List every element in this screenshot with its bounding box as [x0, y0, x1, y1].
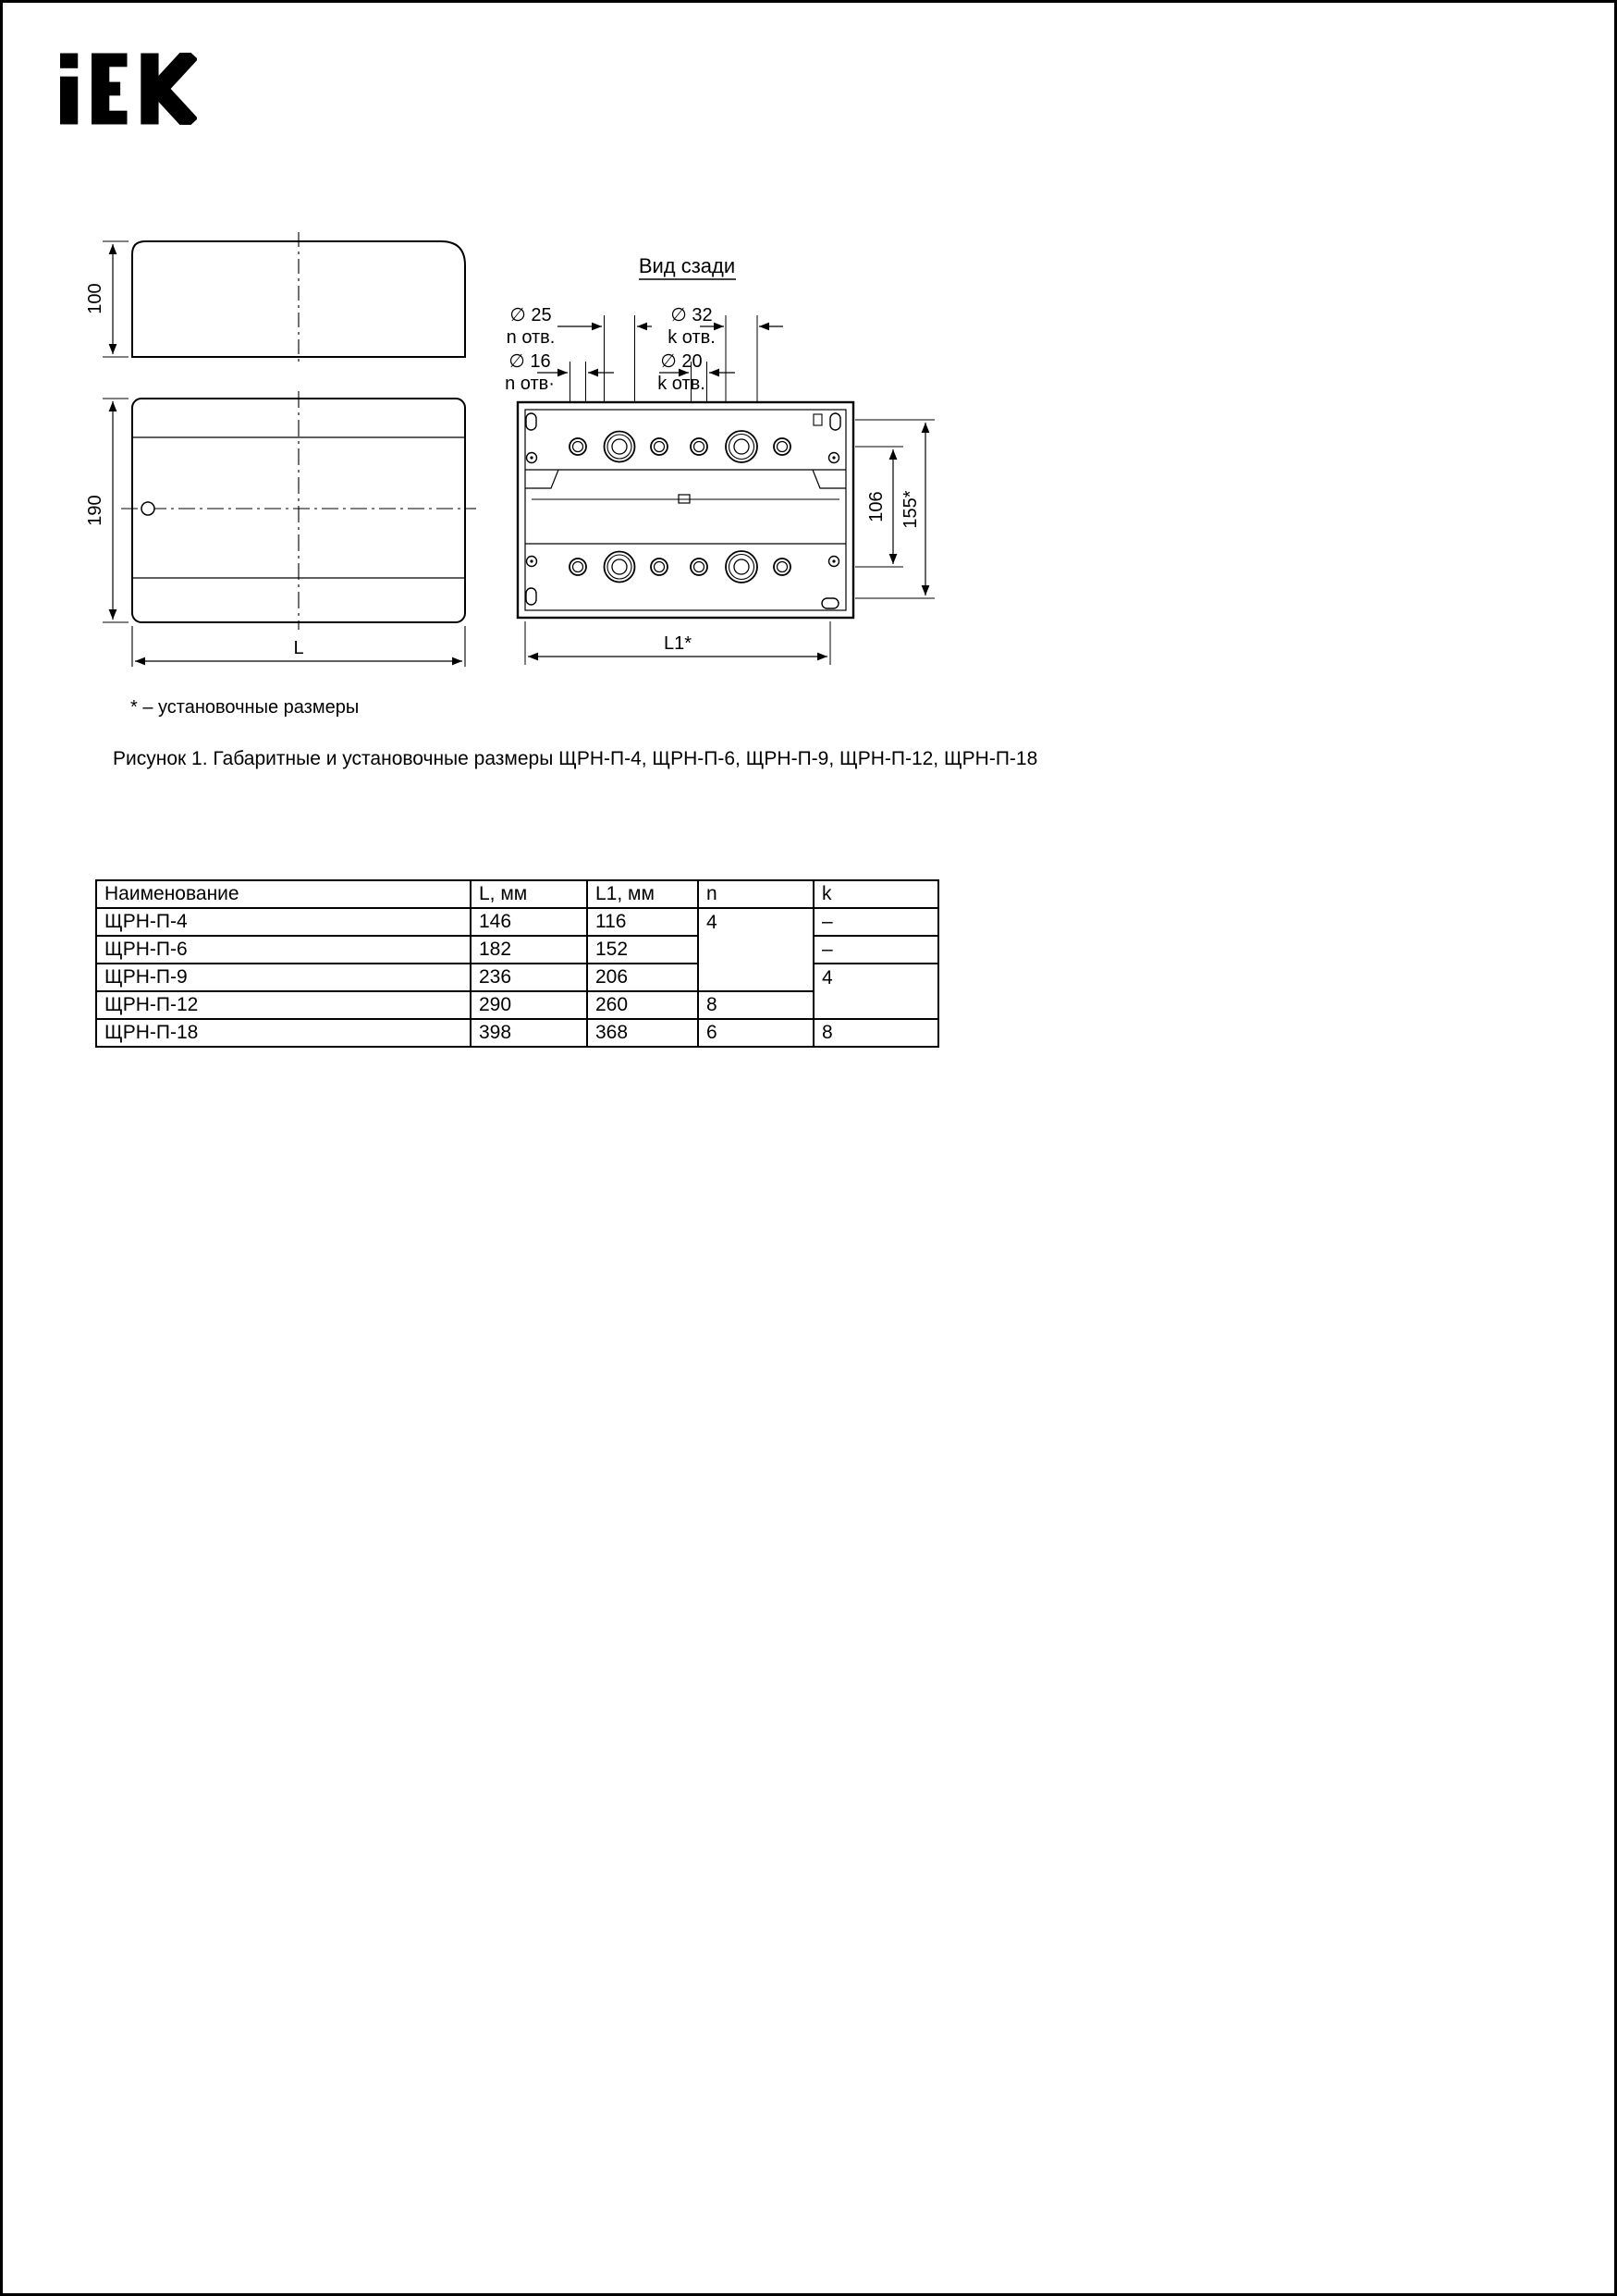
callout-d16-count: n отв· — [505, 374, 555, 394]
cell-name: ЩРН-П-18 — [96, 1019, 471, 1047]
cell-L: 182 — [471, 936, 587, 964]
cell-n: 6 — [698, 1019, 814, 1047]
col-header-k: k — [814, 880, 938, 908]
cell-name: ЩРН-П-12 — [96, 991, 471, 1019]
cell-name: ЩРН-П-6 — [96, 936, 471, 964]
table-row — [96, 1019, 938, 1047]
col-header-name: Наименование — [96, 880, 471, 908]
cell-L1: 368 — [587, 1019, 698, 1047]
cell-n: 8 — [698, 991, 814, 1019]
front-lock-hole — [141, 502, 154, 515]
callout-d32-dia: ∅ 32 — [670, 305, 713, 325]
rear-view-outline — [518, 402, 853, 618]
dimension-L1 — [525, 621, 830, 665]
callout-d32-count: k отв. — [668, 327, 716, 348]
cell-k: 4 — [814, 964, 938, 1019]
dim-label-L: L — [293, 638, 304, 658]
dimensions-table — [95, 879, 939, 1048]
cell-name: ЩРН-П-4 — [96, 908, 471, 936]
cell-k: 8 — [814, 1019, 938, 1047]
table-row — [96, 991, 938, 1019]
cell-name: ЩРН-П-9 — [96, 964, 471, 991]
col-header-n: n — [698, 880, 814, 908]
figure-footnote: * – установочные размеры — [130, 697, 360, 718]
cell-L1: 206 — [587, 964, 698, 991]
cell-k: – — [814, 936, 938, 964]
dim-label-100: 100 — [85, 283, 105, 314]
rear-view-title: Вид сзади — [638, 254, 736, 277]
dimension-106 — [855, 447, 903, 567]
front-view-drawing — [85, 391, 476, 667]
figure-drawings — [3, 215, 1617, 696]
callout-d25-count: n отв. — [506, 327, 556, 348]
dim-label-190: 190 — [85, 495, 105, 526]
callout-d20-dia: ∅ 20 — [660, 351, 703, 372]
cell-L: 146 — [471, 908, 587, 936]
cell-n: 4 — [698, 908, 814, 991]
table-header-row — [96, 880, 938, 908]
callout-d25-dia: ∅ 25 — [509, 305, 552, 325]
dim-label-155: 155* — [900, 490, 921, 529]
rear-view-drawing — [505, 254, 935, 665]
col-header-L1: L1, мм — [587, 880, 698, 908]
table-row — [96, 908, 938, 936]
cell-L1: 260 — [587, 991, 698, 1019]
cell-L: 398 — [471, 1019, 587, 1047]
callout-d20-count: k отв. — [657, 374, 705, 394]
cell-L: 290 — [471, 991, 587, 1019]
callout-d16-dia: ∅ 16 — [508, 351, 551, 372]
side-view-drawing — [85, 232, 465, 365]
iek-logo — [60, 53, 197, 125]
cell-L1: 152 — [587, 936, 698, 964]
col-header-L: L, мм — [471, 880, 587, 908]
cell-L1: 116 — [587, 908, 698, 936]
cell-L: 236 — [471, 964, 587, 991]
dim-label-106: 106 — [866, 491, 887, 522]
iek-logo-letters — [60, 54, 191, 125]
cell-k: – — [814, 908, 938, 936]
figure-caption: Рисунок 1. Габаритные и установочные размеры ЩРН-П-4, ЩРН-П-6, ЩРН-П-9, ЩРН-П-12, ЩРН-П-18 — [113, 748, 1038, 769]
dim-label-L1: L1* — [663, 633, 692, 654]
